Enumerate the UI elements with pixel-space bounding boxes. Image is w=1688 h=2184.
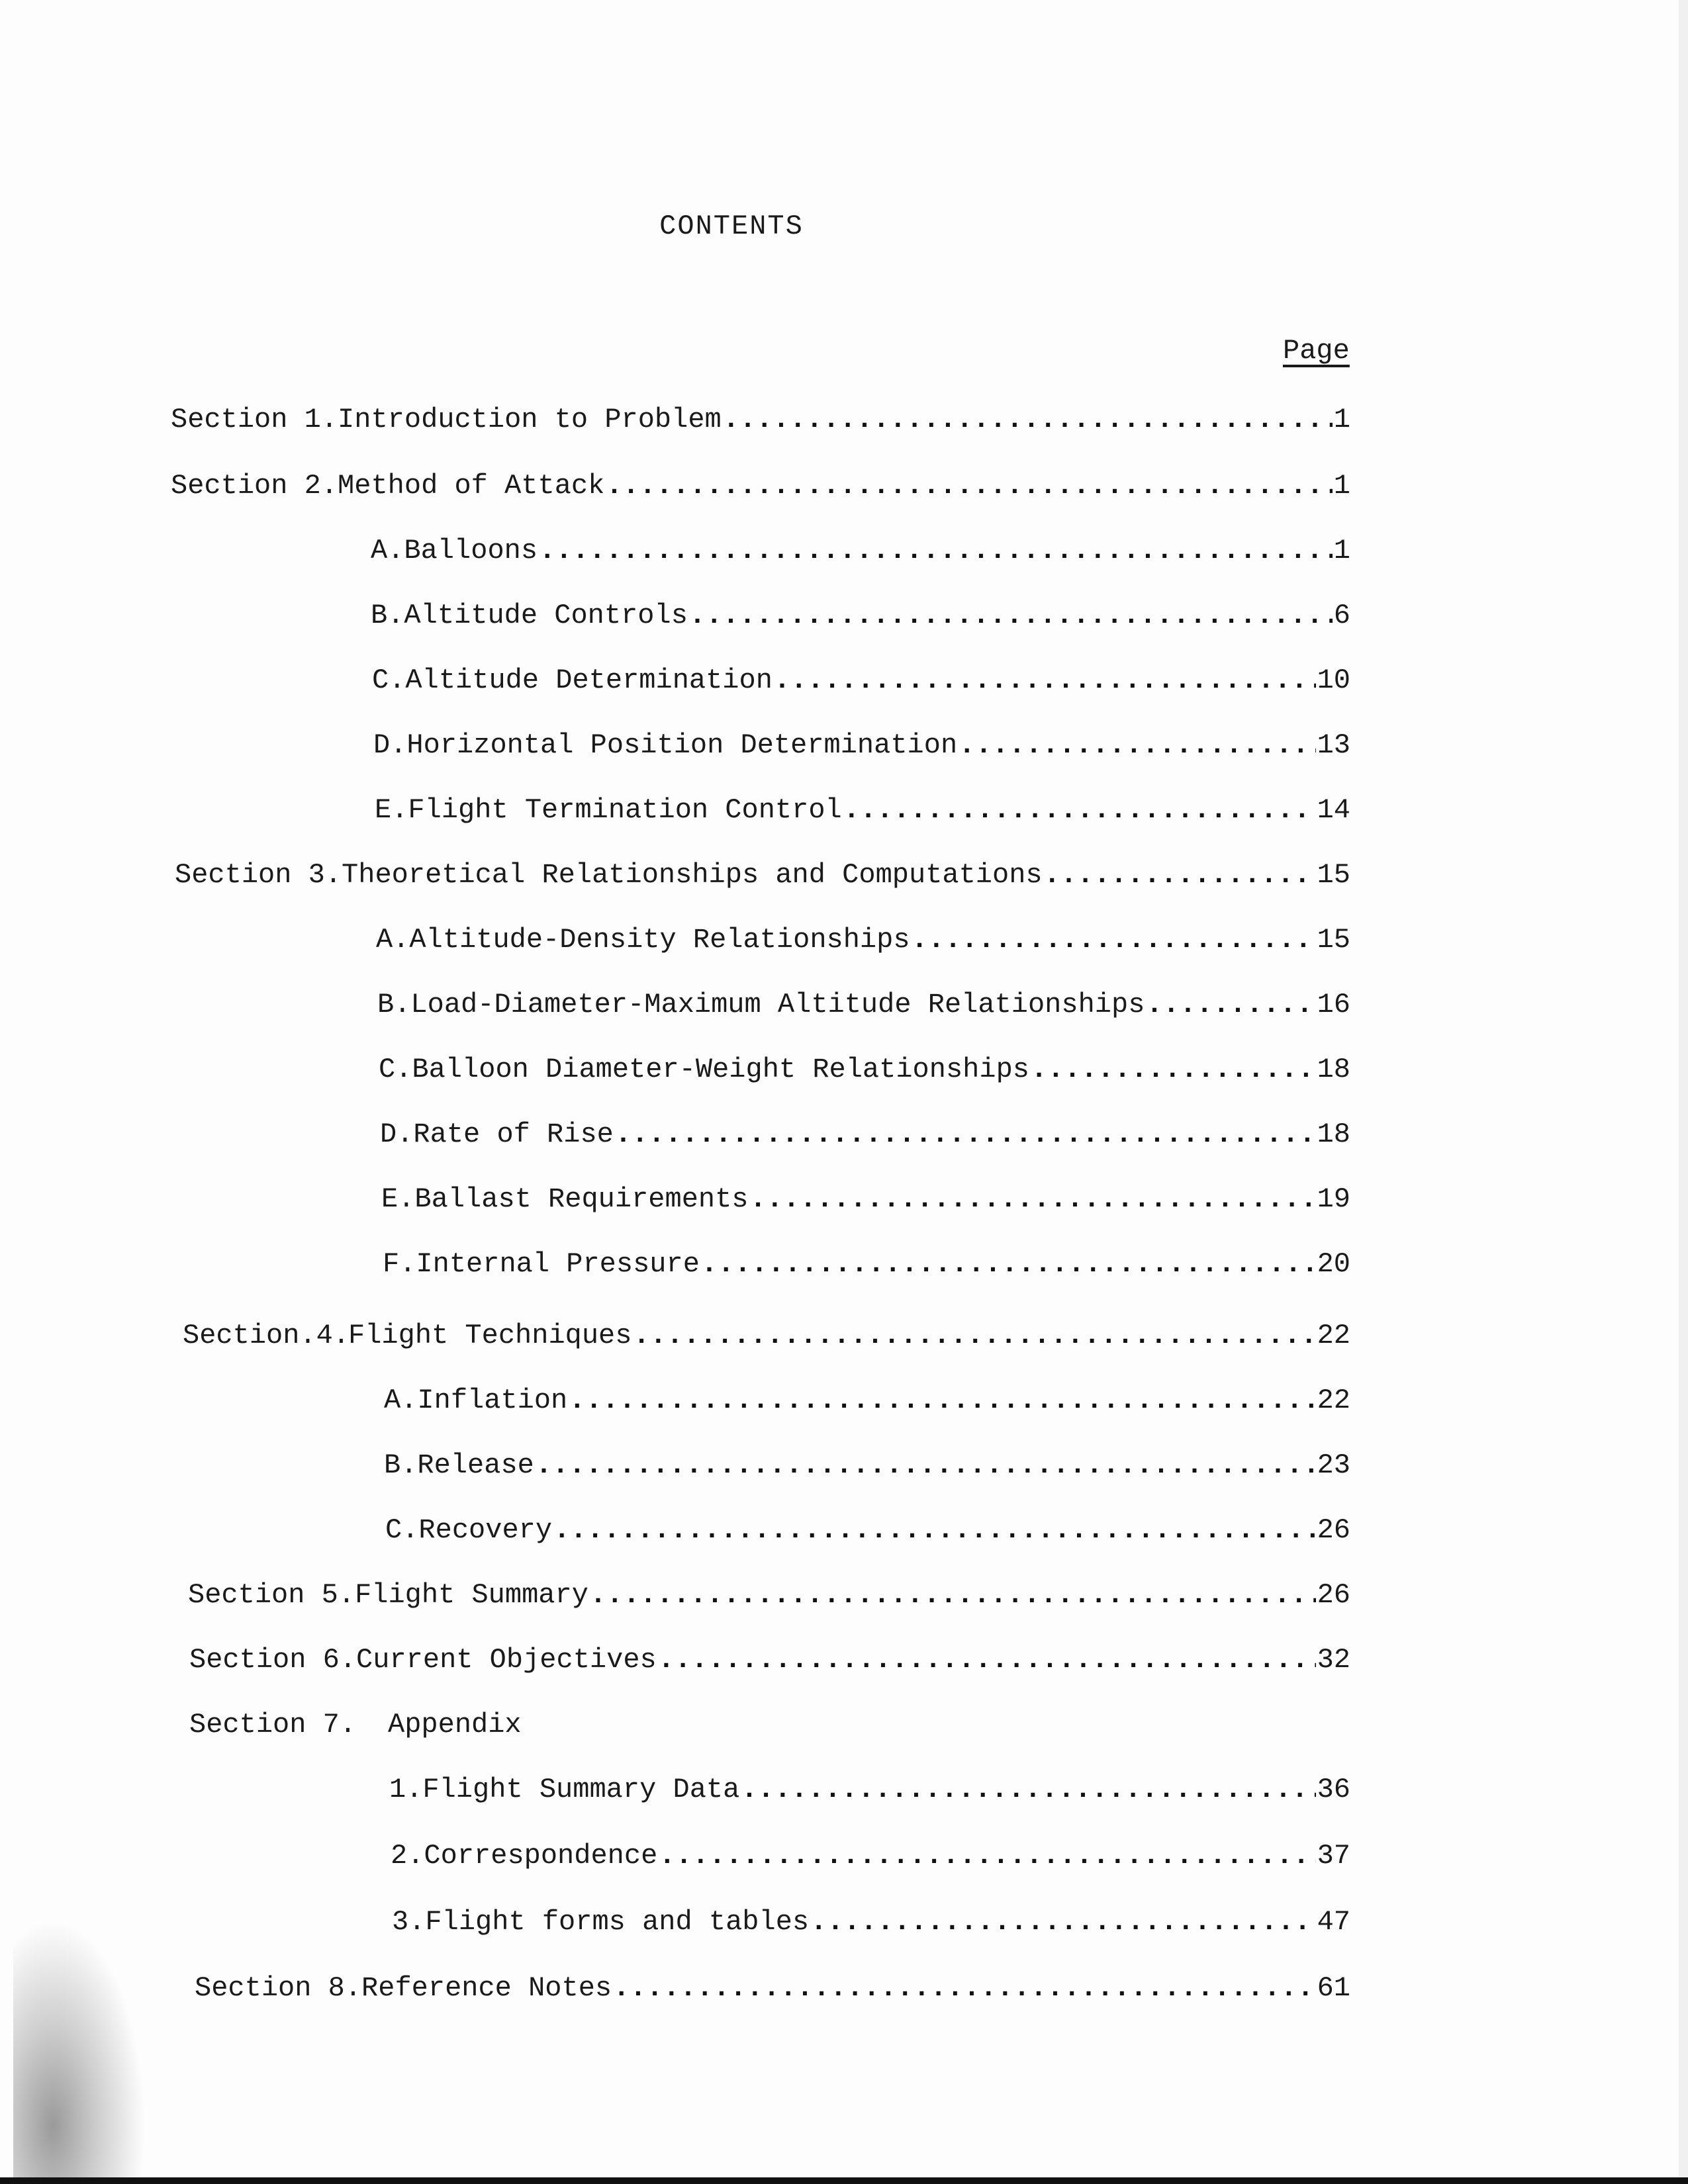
toc-page-number: 26 xyxy=(1317,1579,1350,1611)
dot-leader xyxy=(539,535,1333,567)
dot-leader xyxy=(633,1320,1315,1351)
toc-page-number: 16 xyxy=(1317,989,1350,1021)
page-title: CONTENTS xyxy=(659,210,804,242)
toc-entry-title: Altitude Determination xyxy=(405,664,773,696)
dot-leader xyxy=(590,1579,1316,1611)
toc-section-number: Section 8. xyxy=(195,1972,362,2004)
scan-smudge xyxy=(13,1919,146,2177)
toc-entry xyxy=(379,1054,1350,1093)
toc-entry-title: Balloons xyxy=(404,535,538,567)
toc-page-number: 32 xyxy=(1317,1644,1350,1676)
toc-page-number: 6 xyxy=(1333,600,1350,631)
toc-entry xyxy=(385,1514,1350,1554)
toc-entry-title: Release xyxy=(417,1449,534,1481)
dot-leader xyxy=(569,1385,1315,1416)
toc-entry-title: Rate of Rise xyxy=(413,1118,614,1150)
toc-entry-title: Recovery xyxy=(418,1514,553,1546)
dot-leader xyxy=(658,1644,1316,1676)
toc-subsection-letter: A. xyxy=(371,535,404,567)
toc-entry xyxy=(384,1449,1350,1489)
dot-leader xyxy=(615,1118,1316,1150)
toc-entry xyxy=(189,1644,1350,1684)
toc-page-number: 13 xyxy=(1317,729,1350,761)
toc-section-number: Section 5. xyxy=(188,1579,355,1611)
toc-entry-title: Method of Attack xyxy=(338,470,605,502)
toc-subsection-letter: 1. xyxy=(389,1774,423,1805)
toc-entry xyxy=(371,535,1350,574)
dot-leader xyxy=(1044,859,1316,891)
toc-entry xyxy=(373,729,1350,769)
scan-edge xyxy=(1679,0,1688,2184)
toc-entry-title: Inflation xyxy=(417,1385,568,1416)
toc-page-number: 1 xyxy=(1333,535,1350,567)
dot-leader xyxy=(1146,989,1315,1021)
toc-page-number: 22 xyxy=(1317,1320,1350,1351)
toc-entry xyxy=(376,924,1350,964)
toc-entry-title: Current Objectives xyxy=(356,1644,657,1676)
toc-entry xyxy=(377,989,1350,1028)
toc-page-number: 18 xyxy=(1317,1054,1350,1085)
dot-leader xyxy=(912,924,1316,956)
toc-entry-title: Introduction to Problem xyxy=(338,404,722,435)
dot-leader xyxy=(701,1248,1316,1280)
toc-entry xyxy=(171,404,1350,443)
toc-entry xyxy=(171,470,1350,510)
toc-entry-title: Load-Diameter-Maximum Altitude Relationships xyxy=(410,989,1145,1021)
toc-page-number: 1 xyxy=(1333,470,1350,502)
toc-page-number: 20 xyxy=(1317,1248,1350,1280)
toc-section-number: Section 6. xyxy=(189,1644,357,1676)
toc-entry-title: Appendix xyxy=(388,1709,522,1741)
toc-entry xyxy=(195,1972,1350,2012)
toc-subsection-letter: A. xyxy=(384,1385,418,1416)
toc-page-number: 14 xyxy=(1317,794,1350,826)
toc-section-number: Section 7. xyxy=(189,1709,357,1741)
toc-subsection-letter: B. xyxy=(371,600,404,631)
toc-page-number: 10 xyxy=(1317,664,1350,696)
toc-subsection-letter: C. xyxy=(385,1514,419,1546)
toc-subsection-letter: B. xyxy=(384,1449,418,1481)
toc-entry-title: Flight Termination Control xyxy=(408,794,842,826)
toc-entry xyxy=(183,1320,1350,1359)
dot-leader xyxy=(741,1774,1315,1805)
toc-entry-title: Flight forms and tables xyxy=(425,1906,810,1938)
toc-subsection-letter: B. xyxy=(377,989,411,1021)
toc-entry-title: Horizontal Position Determination xyxy=(406,729,958,761)
toc-subsection-letter: F. xyxy=(383,1248,416,1280)
toc-section-number: Section.4. xyxy=(183,1320,350,1351)
toc-entry-title: Flight Summary Data xyxy=(422,1774,740,1805)
toc-subsection-letter: A. xyxy=(376,924,410,956)
toc-entry-title: Flight Techniques xyxy=(348,1320,632,1351)
toc-page-number: 23 xyxy=(1317,1449,1350,1481)
toc-page-number: 15 xyxy=(1317,859,1350,891)
dot-leader xyxy=(1031,1054,1316,1085)
toc-subsection-letter: D. xyxy=(373,729,407,761)
dot-leader xyxy=(750,1183,1316,1215)
toc-subsection-letter: C. xyxy=(379,1054,412,1085)
toc-page-number: 37 xyxy=(1317,1840,1350,1872)
dot-leader xyxy=(553,1514,1316,1546)
toc-entry xyxy=(384,1385,1350,1424)
toc-subsection-letter: D. xyxy=(380,1118,414,1150)
toc-page-number: 36 xyxy=(1317,1774,1350,1805)
toc-entry xyxy=(392,1906,1350,1946)
toc-page-number: 61 xyxy=(1317,1972,1350,2004)
toc-entry xyxy=(371,600,1350,639)
toc-section-number: Section 2. xyxy=(171,470,338,502)
toc-entry-title: Flight Summary xyxy=(355,1579,588,1611)
toc-entry xyxy=(380,1118,1350,1158)
dot-leader xyxy=(774,664,1316,696)
toc-subsection-letter: 2. xyxy=(391,1840,424,1872)
toc-entry xyxy=(381,1183,1350,1223)
toc-entry-title: Theoretical Relationships and Computations xyxy=(342,859,1043,891)
toc-page-number: 15 xyxy=(1317,924,1350,956)
toc-entry xyxy=(389,1774,1350,1813)
toc-section-number: Section 3. xyxy=(175,859,342,891)
toc-subsection-letter: E. xyxy=(381,1183,415,1215)
toc-entry-title: Balloon Diameter-Weight Relationships xyxy=(412,1054,1029,1085)
scan-bottom-edge xyxy=(0,2177,1688,2184)
dot-leader xyxy=(613,1972,1315,2004)
dot-leader xyxy=(659,1840,1315,1872)
toc-page-number: 26 xyxy=(1317,1514,1350,1546)
toc-entry xyxy=(188,1579,1350,1619)
toc-entry xyxy=(383,1248,1350,1288)
toc-page-number: 1 xyxy=(1333,404,1350,435)
toc-section-number: Section 1. xyxy=(171,404,338,435)
toc-entry-title: Internal Pressure xyxy=(416,1248,700,1280)
dot-leader xyxy=(723,404,1333,435)
toc-entry xyxy=(175,859,1350,899)
toc-entry-title: Ballast Requirements xyxy=(414,1183,749,1215)
dot-leader xyxy=(536,1449,1316,1481)
toc-entry xyxy=(372,664,1350,704)
toc-entry-title: Altitude Controls xyxy=(404,600,688,631)
toc-entry-title: Reference Notes xyxy=(361,1972,612,2004)
toc-subsection-letter: 3. xyxy=(392,1906,426,1938)
page-column-header: Page xyxy=(1283,335,1350,367)
dot-leader xyxy=(689,600,1333,631)
toc-entry xyxy=(375,794,1350,834)
toc-subsection-letter: E. xyxy=(375,794,408,826)
toc-page-number: 19 xyxy=(1317,1183,1350,1215)
toc-page-number: 22 xyxy=(1317,1385,1350,1416)
dot-leader xyxy=(959,729,1315,761)
toc-subsection-letter: C. xyxy=(372,664,406,696)
dot-leader xyxy=(810,1906,1315,1938)
dot-leader xyxy=(606,470,1332,502)
toc-entry-title: Altitude-Density Relationships xyxy=(409,924,910,956)
toc-page-number: 18 xyxy=(1317,1118,1350,1150)
toc-entry xyxy=(189,1709,1350,1749)
toc-entry xyxy=(391,1840,1350,1880)
dot-leader xyxy=(843,794,1316,826)
toc-page-number: 47 xyxy=(1317,1906,1350,1938)
toc-entry-title: Correspondence xyxy=(424,1840,658,1872)
